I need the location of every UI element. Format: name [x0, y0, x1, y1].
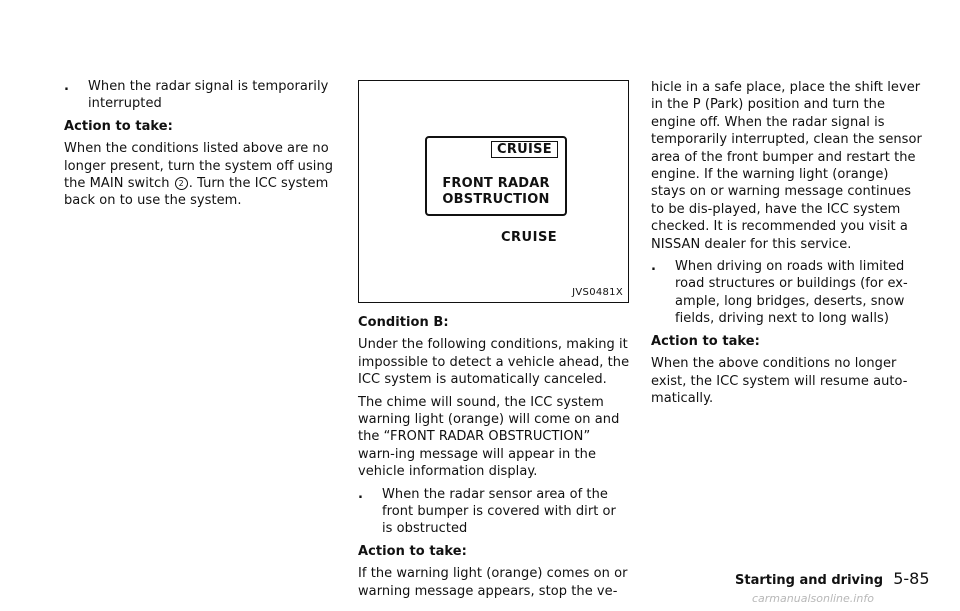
action-paragraph — [64, 140, 338, 210]
warning-display-figure — [358, 80, 629, 303]
action-text: When the conditions listed above are no longer present, turn the system off using the MAIN switch — [64, 141, 334, 192]
action-heading: Action to take: — [358, 543, 467, 559]
list-item — [64, 78, 338, 113]
paragraph: The chime will sound, the ICC system warning light (orange) will come on and the “FRONT RADAR OBSTRUCTION” warn-ing message will appear in the vehicle information display. — [358, 394, 620, 480]
bullet-dot: . — [358, 486, 363, 502]
section-title: Starting and driving — [735, 573, 884, 588]
condition-heading: Condition B: — [358, 315, 449, 330]
page-footer — [735, 569, 930, 588]
warning-line-2: OBSTRUCTION — [442, 192, 550, 207]
watermark: carmanualsonline.info — [752, 592, 874, 605]
action-heading: Action to take: — [651, 333, 760, 349]
paragraph: Under the following conditions, making it impossible to detect a vehicle ahead, the ICC system is automatically canceled. — [358, 337, 630, 388]
switch-number-marker: 2 — [175, 177, 188, 190]
list-item — [651, 258, 927, 328]
bullet-dot: . — [64, 79, 69, 94]
bullet-text: When driving on roads with limited road structures or buildings (for ex-ample, long bridges, deserts, snow fields, driving next to long walls) — [675, 259, 908, 327]
bullet-dot: . — [651, 259, 656, 275]
bullet-text: When the radar signal is temporarily interrupted — [88, 79, 329, 112]
middle-column — [358, 314, 630, 605]
cruise-tag: CRUISE — [491, 141, 558, 158]
left-column — [64, 78, 338, 215]
action-text-continued: . Turn the ICC system back on to use the system. — [64, 176, 329, 209]
page-number: 5-85 — [893, 569, 930, 588]
paragraph: If the warning light (orange) comes on or warning message appears, stop the ve- — [358, 566, 628, 599]
action-heading: Action to take: — [64, 118, 173, 134]
warning-message — [427, 176, 565, 208]
paragraph: When the above conditions no longer exist, the ICC system will resume auto-matically. — [651, 356, 908, 406]
vehicle-info-display — [425, 136, 567, 216]
bullet-text: When the radar sensor area of the front bumper is covered with dirt or is obstructed — [382, 486, 616, 537]
right-column — [651, 79, 927, 412]
cruise-indicator: CRUISE — [501, 230, 558, 245]
warning-line-1: FRONT RADAR — [442, 176, 550, 191]
paragraph: hicle in a safe place, place the shift lever in the P (Park) position and turn the engine off. When the radar signal is temporarily interrupted, clean the sensor area of the front bumper and restart the engine. If the warning light (orange) stays on or warning message continues to be dis-played, have the ICC system checked. It is recommended you visit a NISSAN dealer for this service. — [651, 80, 922, 252]
figure-code: JVS0481X — [572, 287, 623, 298]
list-item — [358, 486, 630, 538]
